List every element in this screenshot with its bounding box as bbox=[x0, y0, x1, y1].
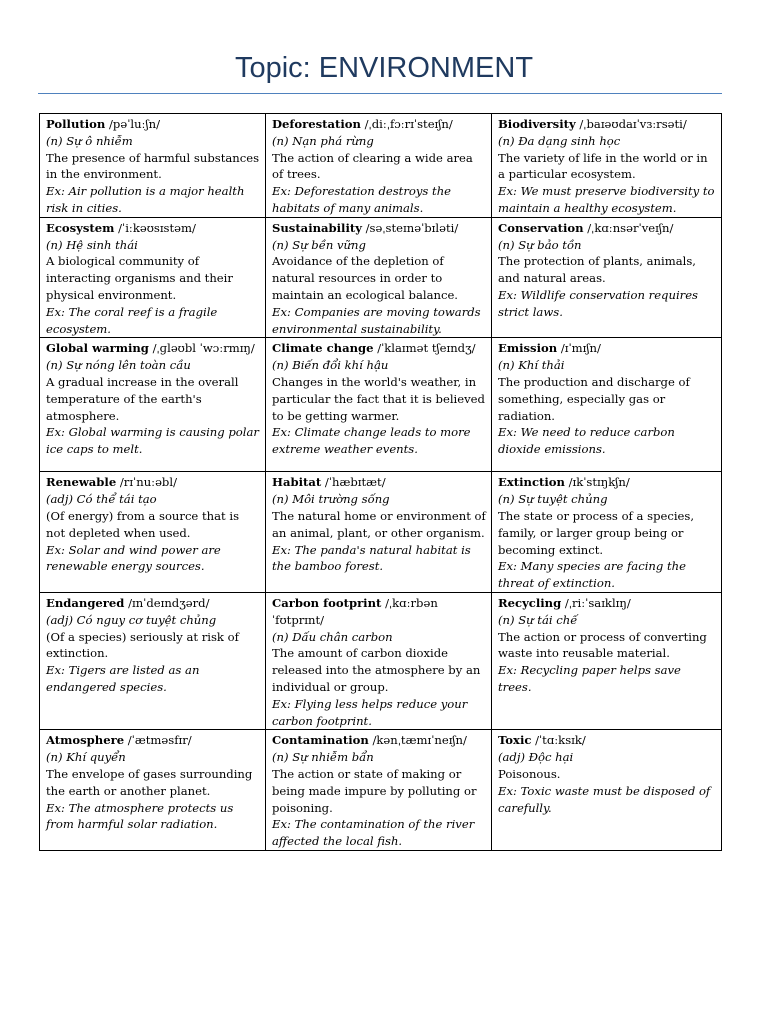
vocab-ipa: /ɪkˈstɪŋkʃn/ bbox=[568, 475, 630, 490]
vocab-pos: (adj) Có thể tái tạo bbox=[46, 492, 157, 507]
vocab-example: Ex: Climate change leads to more extreme weather events. bbox=[272, 425, 471, 457]
vocab-cell bbox=[266, 217, 492, 338]
vocab-word: Atmosphere bbox=[46, 733, 125, 748]
vocab-ipa: /ˈtɑːksɪk/ bbox=[535, 733, 586, 748]
vocab-definition: The envelope of gases surrounding the earth or another planet. bbox=[46, 766, 253, 798]
vocab-pos: (adj) Có nguy cơ tuyệt chủng bbox=[46, 612, 217, 627]
vocab-cell bbox=[266, 114, 492, 218]
vocab-ipa: /ˈklaɪmət tʃeɪndʒ/ bbox=[377, 341, 476, 356]
vocab-definition: The amount of carbon dioxide released into the atmosphere by an individual or group. bbox=[272, 646, 481, 694]
vocab-word: Extinction bbox=[498, 475, 565, 490]
vocab-pos: (n) Sự bảo tồn bbox=[498, 237, 582, 252]
vocab-cell bbox=[492, 472, 722, 593]
vocab-definition: Poisonous. bbox=[498, 766, 561, 781]
vocab-definition: (Of a species) seriously at risk of extinction. bbox=[46, 629, 239, 661]
vocab-word: Deforestation bbox=[272, 117, 361, 131]
vocab-definition: Changes in the world's weather, in particular the fact that it is believed to be getting warmer. bbox=[272, 374, 485, 423]
vocab-ipa: /ɪnˈdeɪndʒərd/ bbox=[128, 595, 210, 610]
vocab-example: Ex: The coral reef is a fragile ecosystem. bbox=[46, 304, 218, 336]
vocab-ipa: /ˌkɑːrbən ˈfʊtprɪnt/ bbox=[272, 595, 438, 627]
vocab-definition: The presence of harmful substances in the environment. bbox=[46, 150, 260, 182]
table-row bbox=[40, 338, 722, 472]
vocab-pos: (n) Khí thải bbox=[498, 358, 565, 373]
vocab-cell bbox=[40, 472, 266, 593]
table-row bbox=[40, 114, 722, 218]
vocab-cell bbox=[266, 730, 492, 851]
vocab-example: Ex: Solar and wind power are renewable energy sources. bbox=[46, 542, 221, 574]
vocab-pos: (n) Khí quyển bbox=[46, 750, 126, 765]
vocab-pos: (n) Sự bền vững bbox=[272, 237, 366, 252]
vocab-cell bbox=[40, 730, 266, 851]
vocab-cell bbox=[266, 472, 492, 593]
vocab-word: Renewable bbox=[46, 475, 117, 490]
vocab-word: Contamination bbox=[272, 733, 369, 748]
vocab-word: Toxic bbox=[498, 733, 532, 748]
vocab-word: Carbon footprint bbox=[272, 595, 382, 610]
table-row bbox=[40, 472, 722, 593]
vocab-definition: A gradual increase in the overall temperature of the earth's atmosphere. bbox=[46, 374, 239, 423]
vocab-word: Climate change bbox=[272, 341, 374, 356]
table-row bbox=[40, 592, 722, 729]
vocab-ipa: /ˈiːkəʊsɪstəm/ bbox=[118, 220, 196, 235]
vocab-cell bbox=[40, 217, 266, 338]
vocab-ipa: /ˈætməsfɪr/ bbox=[127, 733, 192, 748]
vocab-example: Ex: Deforestation destroys the habitats of many animals. bbox=[272, 184, 452, 215]
vocab-example: Ex: Many species are facing the threat of extinction. bbox=[498, 559, 686, 591]
vocab-definition: (Of energy) from a source that is not depleted when used. bbox=[46, 508, 240, 540]
vocab-word: Global warming bbox=[46, 341, 149, 356]
vocab-ipa: /ˌɡləʊbl ˈwɔːrmɪŋ/ bbox=[152, 341, 255, 356]
vocab-pos: (n) Đa dạng sinh học bbox=[498, 133, 621, 148]
vocab-cell bbox=[492, 114, 722, 218]
vocab-definition: The variety of life in the world or in a particular ecosystem. bbox=[498, 150, 708, 182]
vocab-pos: (n) Dấu chân carbon bbox=[272, 629, 393, 644]
vocab-ipa: /ˌbaɪəʊdaɪˈvɜːrsəti/ bbox=[579, 117, 687, 131]
vocab-cell bbox=[492, 730, 722, 851]
vocab-definition: The protection of plants, animals, and natural areas. bbox=[498, 254, 696, 286]
vocab-ipa: /pəˈluːʃn/ bbox=[109, 117, 160, 131]
vocab-definition: The production and discharge of something, especially gas or radiation. bbox=[498, 374, 690, 423]
vocab-pos: (n) Sự tái chế bbox=[498, 612, 578, 627]
vocab-example: Ex: Air pollution is a major health risk in cities. bbox=[46, 184, 245, 215]
vocab-cell bbox=[266, 338, 492, 472]
vocab-example: Ex: Flying less helps reduce your carbon footprint. bbox=[272, 696, 468, 728]
vocab-example: Ex: Wildlife conservation requires strict laws. bbox=[498, 287, 699, 319]
vocab-word: Pollution bbox=[46, 117, 106, 131]
vocab-pos: (n) Môi trường sống bbox=[272, 492, 390, 507]
vocab-ipa: /kənˌtæmɪˈneɪʃn/ bbox=[372, 733, 467, 748]
vocab-ipa: /rɪˈnuːəbl/ bbox=[119, 475, 177, 490]
vocab-cell bbox=[266, 592, 492, 729]
vocab-word: Sustainability bbox=[272, 220, 362, 235]
vocab-ipa: /ɪˈmɪʃn/ bbox=[560, 341, 601, 356]
vocab-example: Ex: The panda's natural habitat is the bamboo forest. bbox=[272, 542, 471, 574]
vocab-word: Habitat bbox=[272, 475, 322, 490]
vocab-cell bbox=[40, 338, 266, 472]
vocab-ipa: /səˌsteɪnəˈbɪləti/ bbox=[365, 220, 459, 235]
vocab-cell bbox=[492, 338, 722, 472]
vocab-definition: The action or process of converting waste into reusable material. bbox=[498, 629, 707, 661]
vocab-example: Ex: Recycling paper helps save trees. bbox=[498, 663, 681, 694]
vocab-word: Conservation bbox=[498, 220, 584, 235]
vocab-pos: (n) Hệ sinh thái bbox=[46, 237, 138, 252]
vocab-pos: (n) Sự ô nhiễm bbox=[46, 133, 133, 148]
vocab-example: Ex: Tigers are listed as an endangered species. bbox=[46, 663, 200, 694]
vocab-cell bbox=[492, 217, 722, 338]
vocab-ipa: /ˌriːˈsaɪklɪŋ/ bbox=[564, 595, 631, 610]
vocab-pos: (n) Sự tuyệt chủng bbox=[498, 492, 608, 507]
vocab-pos: (n) Nạn phá rừng bbox=[272, 133, 374, 148]
vocab-pos: (n) Sự nóng lên toàn cầu bbox=[46, 358, 191, 373]
vocab-example: Ex: We need to reduce carbon dioxide emissions. bbox=[498, 425, 675, 457]
vocab-word: Recycling bbox=[498, 595, 562, 610]
vocab-ipa: /ˌkɑːnsərˈveɪʃn/ bbox=[587, 220, 674, 235]
vocab-cell bbox=[40, 592, 266, 729]
vocab-definition: The state or process of a species, family, or larger group being or becoming extinct. bbox=[498, 508, 695, 557]
vocab-word: Emission bbox=[498, 341, 558, 356]
vocab-ipa: /ˈhæbɪtæt/ bbox=[324, 475, 386, 490]
vocab-example: Ex: The atmosphere protects us from harmful solar radiation. bbox=[46, 800, 234, 832]
vocab-definition: A biological community of interacting organisms and their physical environment. bbox=[46, 254, 233, 302]
vocab-definition: The action of clearing a wide area of trees. bbox=[272, 150, 473, 182]
vocab-example: Ex: We must preserve biodiversity to maintain a healthy ecosystem. bbox=[498, 184, 715, 215]
vocab-example: Ex: Toxic waste must be disposed of carefully. bbox=[498, 783, 711, 815]
vocab-definition: Avoidance of the depletion of natural resources in order to maintain an ecological balance. bbox=[272, 254, 458, 302]
vocab-ipa: /ˌdiːˌfɔːrɪˈsteɪʃn/ bbox=[364, 117, 453, 131]
page-title: Topic: ENVIRONMENT bbox=[234, 52, 534, 84]
vocab-example: Ex: Global warming is causing polar ice caps to melt. bbox=[46, 425, 259, 457]
title-underline bbox=[38, 93, 722, 94]
vocab-pos: (n) Sự nhiễm bẩn bbox=[272, 750, 374, 765]
vocab-example: Ex: Companies are moving towards environmental sustainability. bbox=[272, 304, 481, 336]
vocab-example: Ex: The contamination of the river affected the local fish. bbox=[272, 817, 475, 849]
vocab-pos: (n) Biến đổi khí hậu bbox=[272, 358, 389, 373]
vocab-definition: The natural home or environment of an animal, plant, or other organism. bbox=[272, 508, 486, 540]
table-row bbox=[40, 730, 722, 851]
vocab-cell bbox=[40, 114, 266, 218]
vocab-word: Ecosystem bbox=[46, 220, 115, 235]
vocab-definition: The action or state of making or being made impure by polluting or poisoning. bbox=[272, 766, 477, 815]
vocab-word: Endangered bbox=[46, 595, 125, 610]
vocab-pos: (adj) Độc hại bbox=[498, 750, 574, 765]
vocab-cell bbox=[492, 592, 722, 729]
vocabulary-table bbox=[39, 113, 722, 851]
table-row bbox=[40, 217, 722, 338]
vocab-word: Biodiversity bbox=[498, 117, 576, 131]
